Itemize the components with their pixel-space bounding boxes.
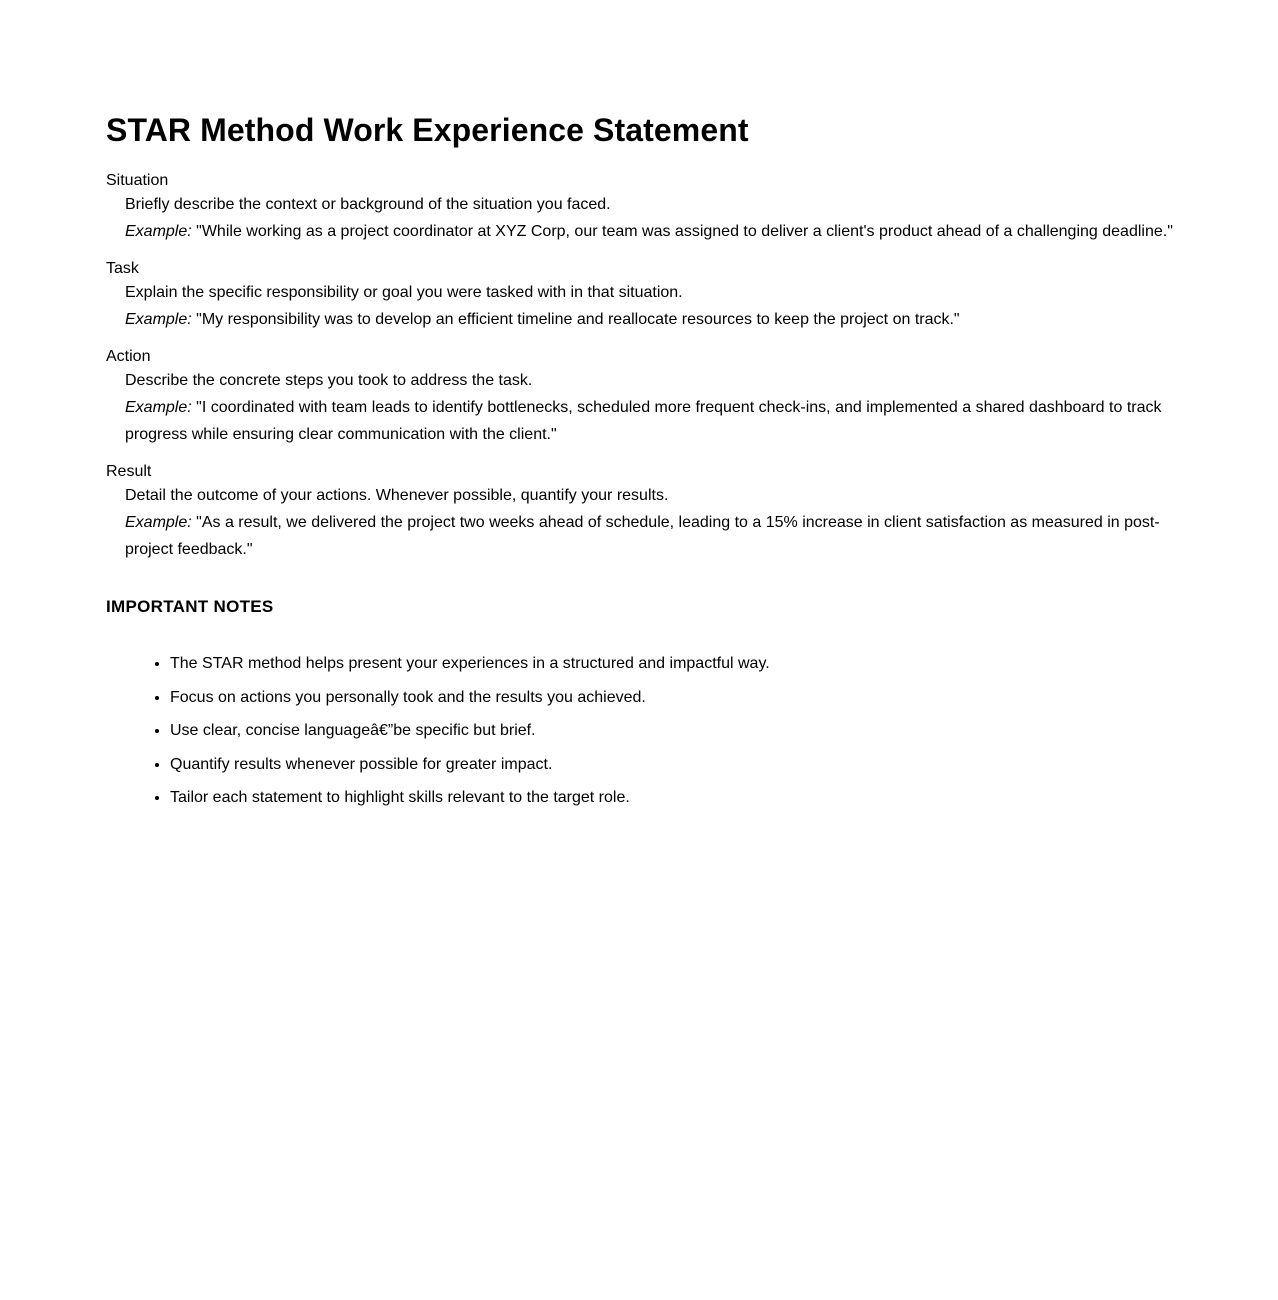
list-item: • Use clear, concise languageâ€”be specific but brief. [170,721,1172,741]
section-heading: Task [106,260,139,277]
section-action [106,347,1172,448]
example-label: Example: [125,399,192,416]
page-title: STAR Method Work Experience Statement [106,112,749,148]
section-description: Describe the concrete steps you took to address the task. [125,372,533,389]
section-body [106,191,1175,245]
list-item: • Tailor each statement to highlight skills relevant to the target role. [170,788,1172,808]
example-text: "As a result, we delivered the project two weeks ahead of schedule, leading to a 15% increase in client satisfaction as measured in post-project feedback." [125,514,1160,558]
list-item: • The STAR method helps present your experiences in a structured and impactful way. [170,654,1172,674]
example-text: "While working as a project coordinator at XYZ Corp, our team was assigned to deliver a client's product ahead of a challenging deadline." [191,223,1173,240]
section-body [106,482,1175,563]
section-task [106,259,1172,333]
section-situation [106,171,1172,245]
section-heading: Situation [106,172,169,189]
notes-heading: IMPORTANT NOTES [106,597,274,616]
section-description: Explain the specific responsibility or goal you were tasked with in that situation. [125,284,683,301]
section-heading: Action [106,348,151,365]
example-text: "I coordinated with team leads to identify bottlenecks, scheduled more frequent check-ins, and implemented a shared dashboard to track progress while ensuring clear communication with the client." [125,399,1162,443]
section-heading: Result [106,463,152,480]
section-example [125,514,1160,558]
example-label: Example: [125,311,192,328]
section-body [106,279,1175,333]
example-text: "My responsibility was to develop an efficient timeline and reallocate resources to keep the project on track." [191,311,960,328]
section-description: Briefly describe the context or background of the situation you faced. [125,196,611,213]
example-label: Example: [125,223,192,240]
section-example [125,311,960,328]
section-description: Detail the outcome of your actions. Whenever possible, quantify your results. [125,487,669,504]
section-body [106,367,1175,448]
section-result [106,462,1172,563]
list-item: • Focus on actions you personally took and the results you achieved. [170,688,1172,708]
notes-list [106,654,1172,808]
example-label: Example: [125,514,192,531]
section-example [125,223,1173,240]
star-sections [106,171,1172,563]
section-example [125,399,1161,443]
list-item: • Quantify results whenever possible for greater impact. [170,755,1172,775]
